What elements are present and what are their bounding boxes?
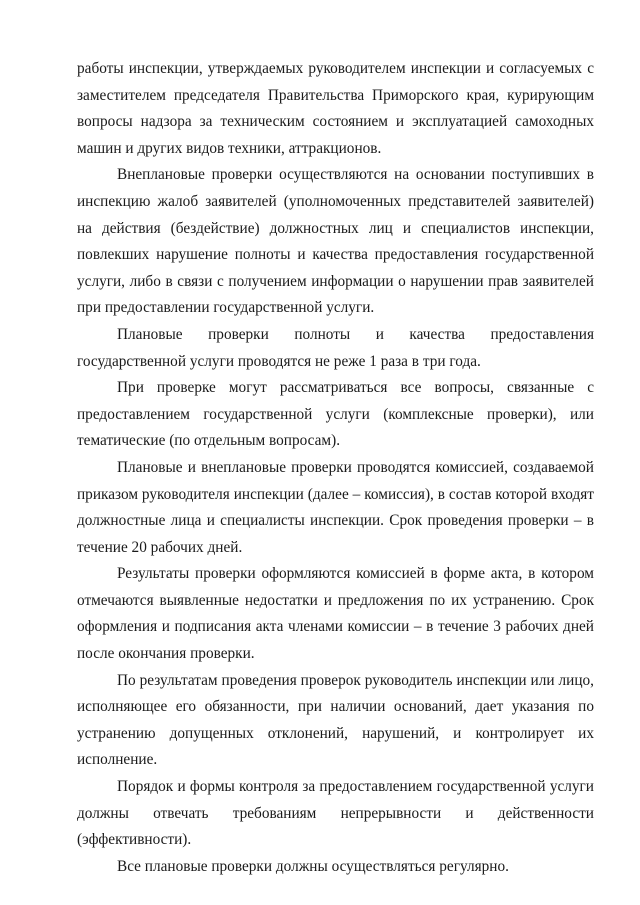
paragraph-follow-up: По результатам проведения проверок руководитель инспекции или лицо, исполняющее его обязанности, при наличии оснований, дает указания по устранению допущенных отклонений, нарушений, и контролирует их исполнение.: [77, 671, 594, 769]
paragraph-commission: Плановые и внеплановые проверки проводятся комиссией, создаваемой приказом руководителя инспекции (далее – комиссия), в состав которой входят должностные лица и специалисты инспекции. Срок проведения проверки – в течение 20 рабочих дней.: [77, 458, 594, 556]
paragraph-unscheduled-inspections: Внеплановые проверки осуществляются на основании поступивших в инспекцию жалоб заявителей (уполномоченных представителей заявителей) на действия (бездействие) должностных лиц и специалистов инспекции, повлекших нарушение полноты и качества предоставления государственной услуги, либо в связи с получением информации о нарушении прав заявителей при предоставлении государственной услуги.: [77, 166, 594, 317]
paragraph-regularity: Все плановые проверки должны осуществляться регулярно.: [117, 857, 509, 875]
document-body: [77, 56, 594, 880]
paragraph-scheduled-inspections: Плановые проверки полноты и качества предоставления государственной услуги проводятся не реже 1 раза в три года.: [77, 325, 594, 370]
paragraph-control-requirements: Порядок и формы контроля за предоставлением государственной услуги должны отвечать требованиям непрерывности и действенности (эффективности).: [77, 778, 594, 849]
paragraph-inspection-scope: При проверке могут рассматриваться все вопросы, связанные с предоставлением государственной услуги (комплексные проверки), или тематические (по отдельным вопросам).: [77, 379, 594, 450]
paragraph-results: Результаты проверки оформляются комиссией в форме акта, в котором отмечаются выявленные недостатки и предложения по их устранению. Срок оформления и подписания акта членами комиссии – в течение 3 рабочих дней после окончания проверки.: [77, 565, 594, 663]
paragraph-continuation: работы инспекции, утверждаемых руководителем инспекции и согласуемых с заместителем председателя Правительства Приморского края, курирующим вопросы надзора за техническим состоянием и эксплуатацией самоходных машин и других видов техники, аттракционов.: [77, 60, 594, 157]
